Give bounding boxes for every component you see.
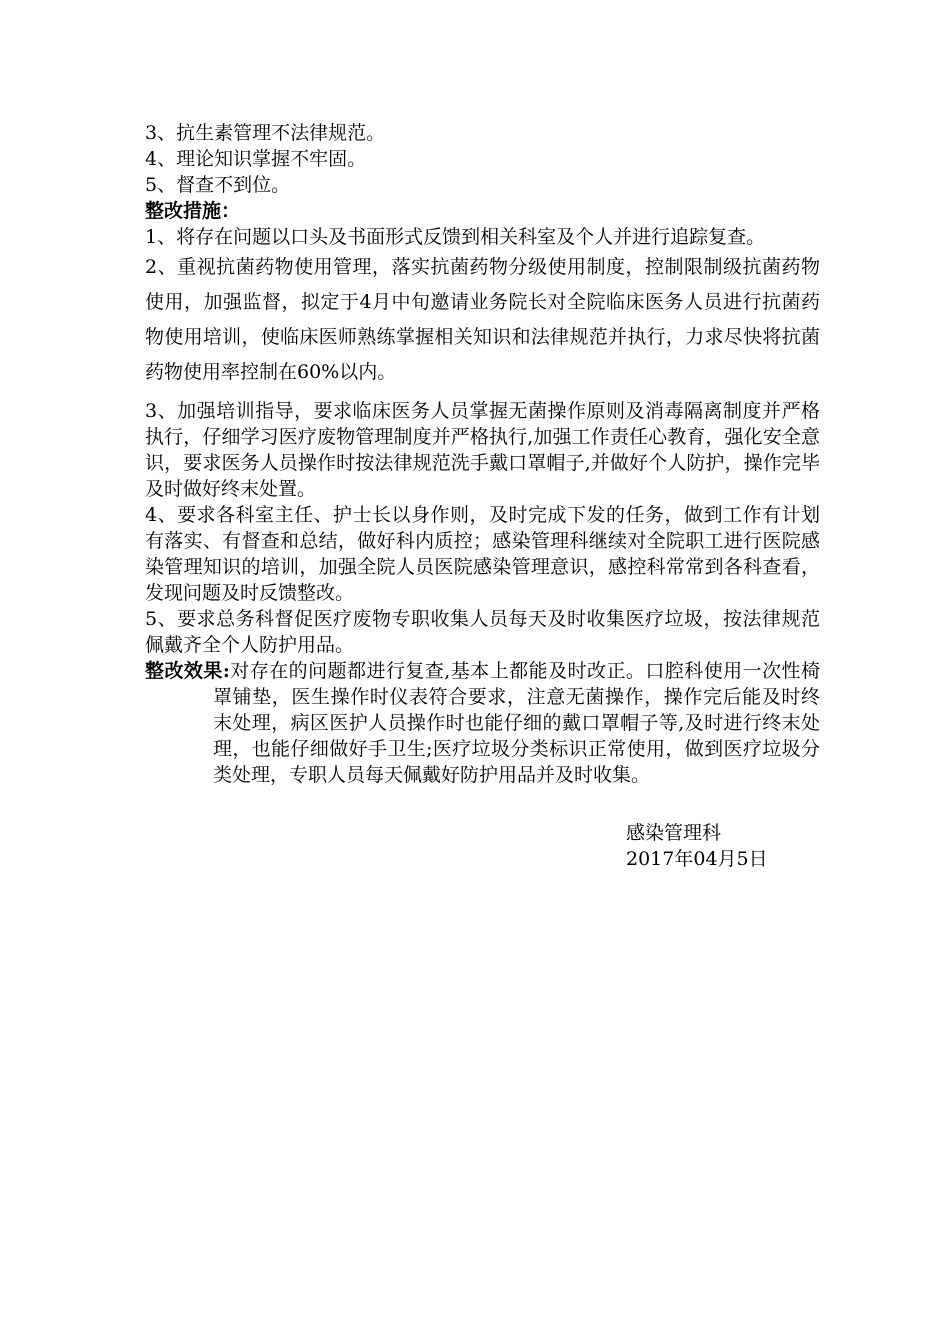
signature-department: 感染管理科 (626, 822, 722, 844)
signature-date: 2017年04月5日 (626, 848, 768, 870)
problem-item-3: 3、抗生素管理不法律规范。 (145, 122, 386, 144)
measure-item-2: 2、重视抗菌药物使用管理，落实抗菌药物分级使用制度，控制限制级抗菌药物使用，加强监督，拟定于4月中旬邀请业务院长对全院临床医务人员进行抗菌药物使用培训，使临床医师熟练掌握相关知识和法律规范并执行，力求尽快将抗菌药物使用率控制在60%以内。 (145, 256, 820, 383)
effect-paragraph (145, 658, 820, 788)
effect-text: 对存在的问题都进行复查,基本上都能及时改正。口腔科使用一次性椅罩铺垫，医生操作时仪表符合要求，注意无菌操作，操作完后能及时终末处理，病区医护人员操作时也能仔细的戴口罩帽子等,及时进行终末处理，也能仔细做好手卫生;医疗垃圾分类标识正常使用，做到医疗垃圾分类处理，专职人员每天佩戴好防护用品并及时收集。 (213, 660, 821, 786)
effect-label: 整改效果: (145, 660, 230, 682)
measure-item-4: 4、要求各科室主任、护士长以身作则，及时完成下发的任务，做到工作有计划有落实、有督查和总结，做好科内质控；感染管理科继续对全院职工进行医院感染管理知识的培训，加强全院人员医院感染管理意识，感控科常常到各科查看，发现问题及时反馈整改。 (145, 504, 820, 604)
problem-item-5: 5、督查不到位。 (145, 174, 291, 196)
measure-item-5: 5、要求总务科督促医疗废物专职收集人员每天及时收集医疗垃圾，按法律规范佩戴齐全个人防护用品。 (145, 608, 820, 656)
signature-block (626, 820, 768, 872)
measure-item-3: 3、加强培训指导，要求临床医务人员掌握无菌操作原则及消毒隔离制度并严格执行，仔细学习医疗废物管理制度并严格执行,加强工作责任心教育，强化安全意识，要求医务人员操作时按法律规范洗手戴口罩帽子,并做好个人防护，操作完毕及时做好终末处置。 (145, 400, 820, 500)
document-body (145, 120, 820, 788)
measures-heading: 整改措施： (145, 200, 241, 222)
measure-item-1: 1、将存在问题以口头及书面形式反馈到相关科室及个人并进行追踪复查。 (145, 226, 766, 248)
problem-item-4: 4、理论知识掌握不牢固。 (145, 148, 367, 170)
